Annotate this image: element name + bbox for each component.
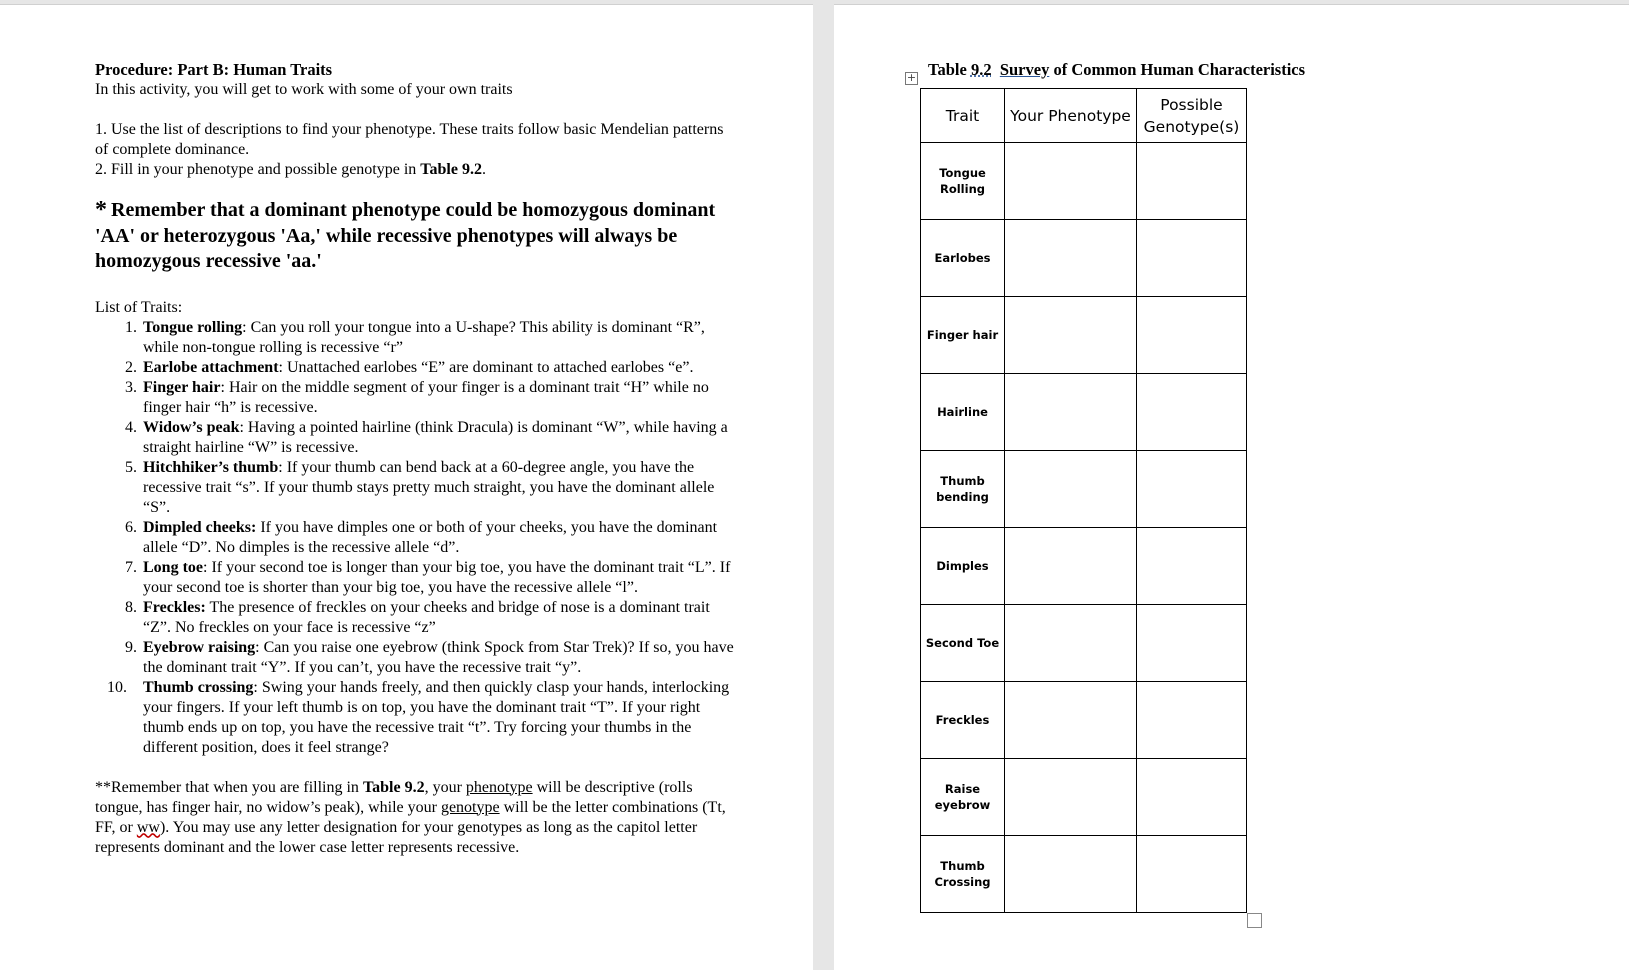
table-row xyxy=(921,528,1247,605)
step-2-text: 2. Fill in your phenotype and possible genotype in xyxy=(95,161,421,178)
phenotype-cell[interactable] xyxy=(1005,220,1137,297)
trait-number: 3. xyxy=(125,378,137,396)
trait-name: Eyebrow raising xyxy=(143,638,256,656)
trait-separator: : xyxy=(278,358,287,376)
important-note xyxy=(95,198,735,275)
trait-number: 1. xyxy=(125,318,137,336)
page-top-border xyxy=(0,4,813,5)
trait-item xyxy=(95,318,735,358)
table-move-handle-icon[interactable]: + xyxy=(906,71,917,84)
note-table-ref: Table 9.2 xyxy=(362,778,425,796)
genotype-cell[interactable] xyxy=(1137,297,1247,374)
table-resize-handle[interactable] xyxy=(1247,913,1262,928)
trait-separator: : xyxy=(253,678,262,696)
procedure-section xyxy=(95,60,735,858)
phenotype-cell[interactable] xyxy=(1005,297,1137,374)
note-genotype: genotype xyxy=(440,798,500,816)
trait-item xyxy=(95,418,735,458)
trait-name: Hitchhiker’s thumb xyxy=(143,458,279,476)
survey-table xyxy=(920,88,1247,913)
trait-cell[interactable]: Dimples xyxy=(921,528,1005,605)
trait-cell[interactable]: Thumb bending xyxy=(921,451,1005,528)
trait-description: If your thumb can bend back at a 60-degree angle, you have the recessive trait “s”. If your thumb stays pretty much straight, you have the dominant allele “S”. xyxy=(143,458,715,516)
phenotype-cell[interactable] xyxy=(1005,759,1137,836)
caption-part: Table xyxy=(928,60,971,79)
note-part: , your xyxy=(424,778,466,796)
phenotype-cell[interactable] xyxy=(1005,374,1137,451)
trait-name: Earlobe attachment xyxy=(143,358,279,376)
genotype-cell[interactable] xyxy=(1137,451,1247,528)
trait-cell[interactable]: Earlobes xyxy=(921,220,1005,297)
trait-number: 6. xyxy=(125,518,137,536)
trait-cell[interactable]: Tongue Rolling xyxy=(921,143,1005,220)
trait-number: 9. xyxy=(125,638,137,656)
trait-separator: : xyxy=(203,558,212,576)
trait-number: 5. xyxy=(125,458,137,476)
traits-title: List of Traits: xyxy=(95,298,183,316)
trait-description: Swing your hands freely, and then quickly clasp your hands, interlocking your fingers. If your left thumb is on top, you have the dominant trait “T”. If your right thumb ends up on top, you have the recessive trait “t”. Try forcing your thumbs in the different position, does it feel strange? xyxy=(143,678,730,756)
table-row xyxy=(921,220,1247,297)
procedure-heading: Procedure: Part B: Human Traits xyxy=(95,60,333,79)
table-header-row xyxy=(921,89,1247,143)
header-trait[interactable]: Trait xyxy=(921,89,1005,143)
genotype-cell[interactable] xyxy=(1137,759,1247,836)
trait-number: 2. xyxy=(125,358,137,376)
note-part: ). You may use any letter designation for your genotypes as long as the capitol letter represents dominant and the lower case letter represents recessive. xyxy=(95,818,698,856)
page-top-border xyxy=(834,4,1629,5)
document-page-left xyxy=(0,4,813,970)
caption-space xyxy=(992,60,1000,79)
final-note xyxy=(95,778,735,858)
trait-cell[interactable]: Second Toe xyxy=(921,605,1005,682)
phenotype-cell[interactable] xyxy=(1005,836,1137,913)
intro-text: In this activity, you will get to work with some of your own traits xyxy=(95,81,513,98)
trait-description: Can you roll your tongue into a U-shape? This ability is dominant “R”, while non-tongue rolling is recessive “r” xyxy=(143,318,705,356)
asterisk: * xyxy=(95,197,107,223)
trait-name: Freckles: xyxy=(143,598,206,616)
genotype-cell[interactable] xyxy=(1137,605,1247,682)
trait-cell[interactable]: Finger hair xyxy=(921,297,1005,374)
trait-separator: : xyxy=(278,458,287,476)
trait-name: Finger hair xyxy=(143,378,221,396)
header-phenotype[interactable]: Your Phenotype xyxy=(1005,89,1137,143)
trait-description: Can you raise one eyebrow (think Spock from Star Trek)? If so, you have the dominant trait “Y”. If you can’t, you have the recessive trait “y”. xyxy=(143,638,734,676)
trait-description: Hair on the middle segment of your finger is a dominant trait “H” while no finger hair “h” is recessive. xyxy=(143,378,709,416)
trait-separator: : xyxy=(242,318,251,336)
table-row xyxy=(921,297,1247,374)
trait-item xyxy=(95,358,735,378)
table-row xyxy=(921,451,1247,528)
trait-item xyxy=(95,518,735,558)
note-part: will be descriptive (rolls tongue, has finger hair, no widow’s peak), while your xyxy=(95,778,693,816)
table-row xyxy=(921,682,1247,759)
important-note-text: Remember that a dominant phenotype could be homozygous dominant 'AA' or heterozygous 'Aa,' while recessive phenotypes will always be homozygous recessive 'aa.' xyxy=(95,199,716,272)
table-row xyxy=(921,759,1247,836)
table-row xyxy=(921,836,1247,913)
trait-number: 8. xyxy=(125,598,137,616)
caption-survey: Survey xyxy=(999,60,1050,79)
phenotype-cell[interactable] xyxy=(1005,143,1137,220)
table-row xyxy=(921,374,1247,451)
caption-number: 9.2 xyxy=(970,60,992,79)
trait-name: Long toe xyxy=(143,558,203,576)
genotype-cell[interactable] xyxy=(1137,682,1247,759)
trait-item xyxy=(95,558,735,598)
genotype-cell[interactable] xyxy=(1137,143,1247,220)
step-2 xyxy=(95,160,735,180)
trait-number: 10. xyxy=(107,678,127,696)
trait-separator: : xyxy=(239,418,248,436)
trait-name: Tongue rolling xyxy=(143,318,243,336)
table-row xyxy=(921,143,1247,220)
table-ref: Table 9.2 xyxy=(420,161,482,178)
trait-cell[interactable]: Hairline xyxy=(921,374,1005,451)
trait-name: Dimpled cheeks: xyxy=(143,518,257,536)
document-page-right xyxy=(834,4,1629,970)
caption-part: of Common Human Characteristics xyxy=(1049,60,1306,79)
header-genotype[interactable]: Possible Genotype(s) xyxy=(1137,89,1247,143)
trait-name: Thumb crossing xyxy=(143,678,254,696)
note-phenotype: phenotype xyxy=(465,778,533,796)
trait-cell[interactable]: Freckles xyxy=(921,682,1005,759)
trait-separator: : xyxy=(255,638,264,656)
trait-name: Widow’s peak xyxy=(143,418,240,436)
traits-list xyxy=(95,318,735,758)
trait-description: If you have dimples one or both of your cheeks, you have the dominant allele “D”. No dimples is the recessive allele “d”. xyxy=(143,518,718,556)
trait-item xyxy=(95,378,735,418)
note-part: will be the letter combinations (Tt, FF, or xyxy=(95,798,726,836)
table-caption xyxy=(928,60,1305,80)
trait-description: The presence of freckles on your cheeks and bridge of nose is a dominant trait “Z”. No freckles on your face is recessive “z” xyxy=(143,598,710,636)
note-part: **Remember that when you are filling in xyxy=(95,778,363,796)
trait-description: Unattached earlobes “E” are dominant to attached earlobes “e”. xyxy=(286,358,694,376)
trait-separator: : xyxy=(220,378,229,396)
phenotype-cell[interactable] xyxy=(1005,528,1137,605)
genotype-cell[interactable] xyxy=(1137,836,1247,913)
genotype-cell[interactable] xyxy=(1137,220,1247,297)
spellcheck-word[interactable]: ww xyxy=(136,818,160,836)
step-2-end: . xyxy=(481,161,486,178)
trait-description: Having a pointed hairline (think Dracula) is dominant “W”, while having a straight hairline “W” is recessive. xyxy=(143,418,728,456)
trait-item xyxy=(95,458,735,518)
phenotype-cell[interactable] xyxy=(1005,451,1137,528)
trait-number: 4. xyxy=(125,418,137,436)
trait-description: If your second toe is longer than your big toe, you have the dominant trait “L”. If your second toe is shorter than your big toe, you have the recessive allele “l”. xyxy=(143,558,731,596)
table-body xyxy=(921,143,1247,913)
trait-cell[interactable]: Thumb Crossing xyxy=(921,836,1005,913)
genotype-cell[interactable] xyxy=(1137,528,1247,605)
genotype-cell[interactable] xyxy=(1137,374,1247,451)
trait-number: 7. xyxy=(125,558,137,576)
trait-cell[interactable]: Raise eyebrow xyxy=(921,759,1005,836)
phenotype-cell[interactable] xyxy=(1005,605,1137,682)
table-row xyxy=(921,605,1247,682)
trait-item xyxy=(95,678,735,758)
step-1: 1. Use the list of descriptions to find your phenotype. These traits follow basic Mendelian patterns of complete dominance. xyxy=(95,121,724,158)
trait-item xyxy=(95,638,735,678)
trait-item xyxy=(95,598,735,638)
phenotype-cell[interactable] xyxy=(1005,682,1137,759)
